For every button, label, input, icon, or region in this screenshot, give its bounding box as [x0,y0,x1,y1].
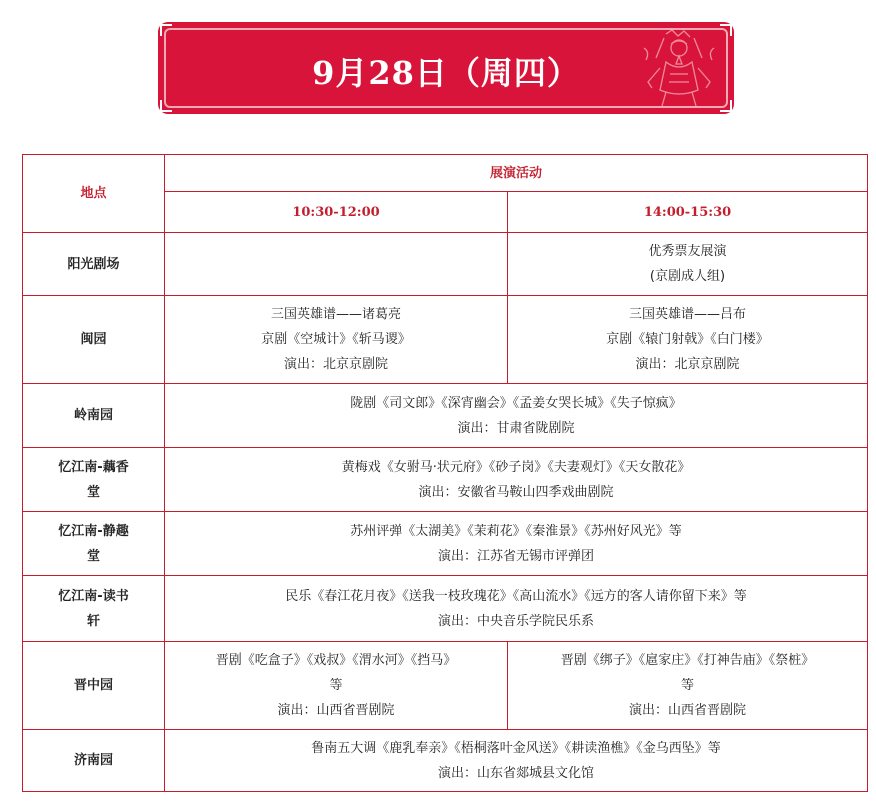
performer-line: 演出：北京京剧院 [635,357,740,372]
venue-cell: 闽园 [23,296,165,384]
opera-figure-icon [636,28,722,108]
table-row [23,730,868,792]
table-row [23,642,868,730]
venue-cell [23,576,165,642]
performer-line: 演出：北京京剧院 [283,357,388,372]
venue-cell: 岭南园 [23,384,165,448]
program-line: 晋剧《吃盒子》《戏叔》《渭水河》《挡马》 [215,653,457,668]
venue-cell: 晋中园 [23,642,165,730]
venue-name-line: 堂 [86,484,100,500]
program-cell-all [165,448,868,512]
program-line: 陇剧《司文郎》《深宵幽会》《孟姜女哭长城》《失子惊疯》 [350,395,682,411]
venue-name-line: 堂 [86,548,100,564]
program-cell-afternoon [508,233,868,296]
table-row [23,384,868,448]
program-line: 民乐《春江花月夜》《送我一枝玫瑰花》《高山流水》《远方的客人请你留下来》等 [285,588,747,604]
program-line: 等 [681,678,695,693]
program-cell-morning [165,642,508,730]
program-line: 京剧《空城计》《斩马谡》 [261,332,411,347]
program-cell-all [165,730,868,792]
header-time-afternoon: 14:00-15:30 [508,192,868,233]
program-cell-all [165,512,868,576]
header-activities: 展演活动 [165,155,868,192]
table-row [23,512,868,576]
program-line: (京剧成人组) [649,269,726,284]
program-line: 鲁南五大调《鹿乳奉亲》《梧桐落叶金风送》《耕读渔樵》《金乌西坠》等 [311,740,721,756]
venue-cell: 阳光剧场 [23,233,165,296]
program-cell-morning [165,233,508,296]
performer-line: 演出：山西省晋剧院 [277,703,395,718]
table-row [23,296,868,384]
venue-cell [23,512,165,576]
page-title: 9月28日（周四） [312,54,580,92]
banner-corner [160,100,172,112]
venue-name-line: 忆江南-静趣 [58,523,129,539]
program-line: 优秀票友展演 [648,244,727,259]
performer-line: 演出：甘肃省陇剧院 [457,420,575,436]
table-row [23,576,868,642]
venue-cell: 济南园 [23,730,165,792]
header-time-morning: 10:30-12:00 [165,192,508,233]
program-cell-all [165,384,868,448]
table-row [23,448,868,512]
program-line: 苏州评弹《太湖美》《茉莉花》《秦淮景》《苏州好风光》等 [350,523,682,539]
program-line: 黄梅戏《女驸马·状元府》《砂子岗》《夫妻观灯》《天女散花》 [341,459,691,475]
venue-name-line: 忆江南-读书 [58,588,129,604]
venue-name-line: 轩 [86,613,100,629]
program-line: 京剧《辕门射戟》《白门楼》 [606,332,769,347]
program-line: 晋剧《绑子》《扈家庄》《打神告庙》《祭桩》 [560,653,815,668]
performer-line: 演出：安徽省马鞍山四季戏曲剧院 [418,484,614,500]
table-row [23,233,868,296]
header-location: 地点 [23,155,165,233]
performer-line: 演出：中央音乐学院民乐系 [438,613,595,629]
schedule-table [22,154,868,792]
performer-line: 演出：山西省晋剧院 [629,703,747,718]
venue-name-line: 忆江南-藕香 [58,459,129,475]
venue-cell [23,448,165,512]
program-cell-all [165,576,868,642]
date-banner [158,22,734,114]
program-cell-afternoon [508,296,868,384]
performer-line: 演出：山东省郯城县文化馆 [438,765,595,781]
performer-line: 演出：江苏省无锡市评弹团 [438,548,595,564]
program-cell-morning [165,296,508,384]
program-line: 三国英雄谱——诸葛亮 [270,307,401,322]
program-cell-afternoon [508,642,868,730]
program-line: 三国英雄谱——吕布 [629,307,747,322]
banner-corner [160,24,172,36]
program-line: 等 [329,678,343,693]
